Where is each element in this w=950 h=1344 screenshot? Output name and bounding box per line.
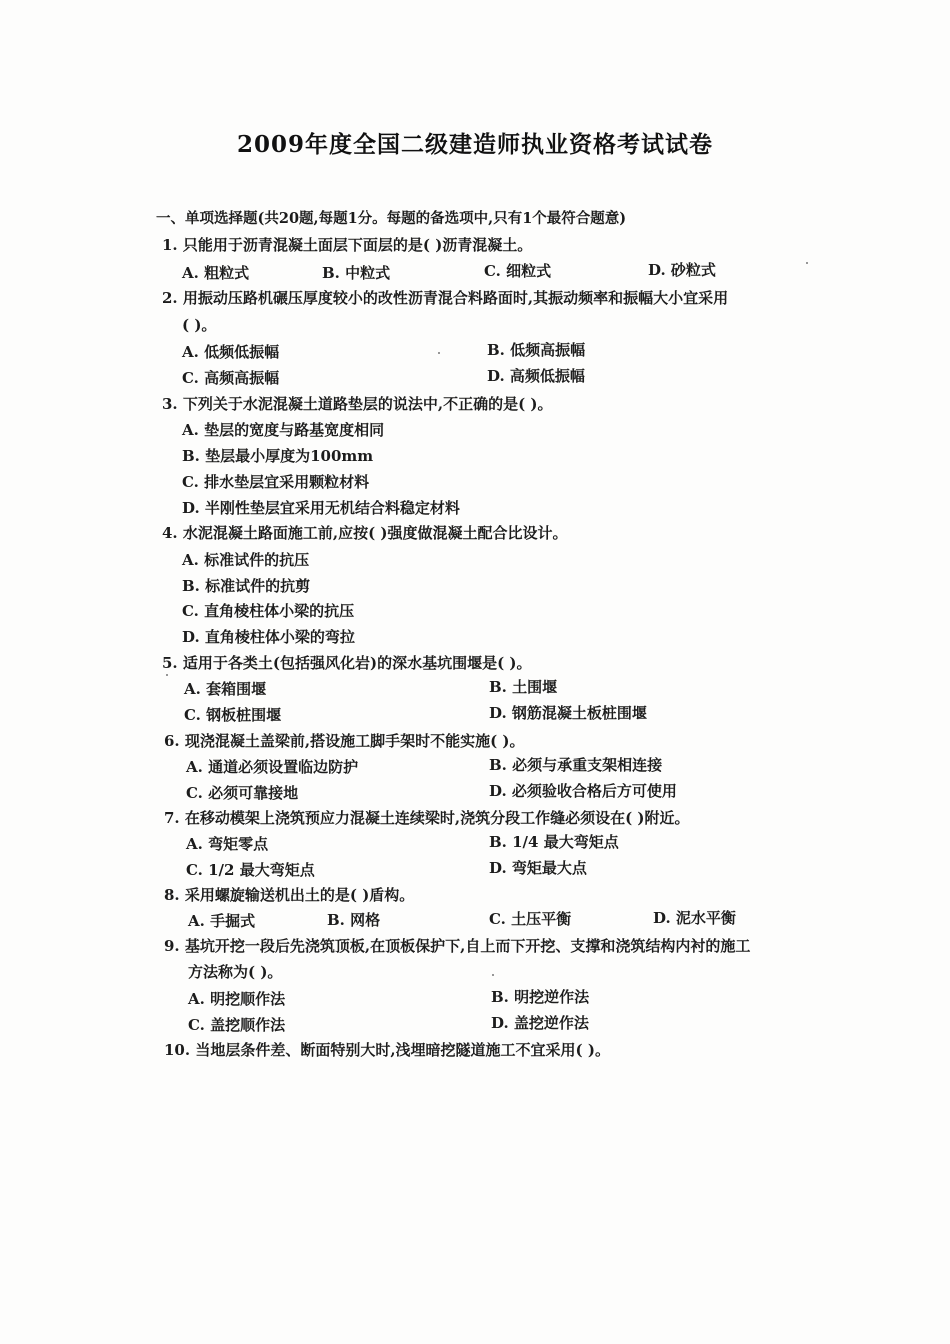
question-9-option-c: C. 盖挖顺作法 [188,1016,286,1034]
question-8-option-a: A. 手掘式 [188,912,256,930]
question-2-option-c: C. 高频高振幅 [182,369,280,387]
question-7-option-a: A. 弯矩零点 [186,835,269,853]
question-2-option-a: A. 低频低振幅 [182,343,280,361]
question-9-option-d: D. 盖挖逆作法 [491,1014,589,1032]
section-header: 一、单项选择题(共20题,每题1分。每题的备选项中,只有1个最符合题意) [156,210,627,227]
question-8-option-c: C. 土压平衡 [489,910,572,928]
question-2-stem-line-1: 2. 用振动压路机碾压厚度较小的改性沥青混合料路面时,其振动频率和振幅大小宜采用 [162,289,729,307]
question-2-option-d: D. 高频低振幅 [487,367,585,385]
scan-speck [438,352,440,354]
question-9-option-a: A. 明挖顺作法 [188,990,286,1008]
question-6-option-b: B. 必须与承重支架相连接 [489,756,663,774]
question-8-option-b: B. 网格 [327,911,381,929]
question-6-option-c: C. 必须可靠接地 [186,784,299,802]
question-9-option-b: B. 明挖逆作法 [491,988,590,1006]
scan-speck [492,974,494,976]
question-10-stem: 10. 当地层条件差、断面特别大时,浅埋暗挖隧道施工不宜采用( )。 [164,1041,610,1059]
exam-title: 2009年度全国二级建造师执业资格考试试卷 [236,131,713,158]
question-8-option-d: D. 泥水平衡 [653,909,736,927]
question-2-stem-line-2: ( )。 [182,316,217,334]
question-3-option-c: C. 排水垫层宜采用颗粒材料 [182,473,370,491]
question-1-stem: 1. 只能用于沥青混凝土面层下面层的是( )沥青混凝土。 [162,236,533,254]
scan-speck [806,262,808,264]
question-1-option-a: A. 粗粒式 [182,264,250,282]
question-3-option-d: D. 半刚性垫层宜采用无机结合料稳定材料 [182,499,460,517]
question-6-stem: 6. 现浇混凝土盖梁前,搭设施工脚手架时不能实施( )。 [164,732,525,750]
question-7-stem: 7. 在移动模架上浇筑预应力混凝土连续梁时,浇筑分段工作缝必须设在( )附近。 [164,809,690,827]
question-7-option-d: D. 弯矩最大点 [489,859,587,877]
scan-speck [166,674,168,676]
question-5-option-c: C. 钢板桩围堰 [184,706,282,724]
question-5-stem: 5. 适用于各类土(包括强风化岩)的深水基坑围堰是( )。 [162,654,532,672]
question-4-option-a: A. 标准试件的抗压 [182,551,310,569]
question-4-option-b: B. 标准试件的抗剪 [182,577,311,595]
question-1-option-d: D. 砂粒式 [648,261,716,279]
question-6-option-d: D. 必须验收合格后方可使用 [489,782,677,800]
question-1-option-c: C. 细粒式 [484,262,552,280]
question-2-option-b: B. 低频高振幅 [487,341,586,359]
question-3-option-a: A. 垫层的宽度与路基宽度相同 [182,421,385,439]
question-3-stem: 3. 下列关于水泥混凝土道路垫层的说法中,不正确的是( )。 [162,395,553,413]
question-3-option-b: B. 垫层最小厚度为100mm [182,447,374,465]
question-1-option-b: B. 中粒式 [322,264,391,282]
question-6-option-a: A. 通道必须设置临边防护 [186,758,359,776]
question-8-stem: 8. 采用螺旋输送机出土的是( )盾构。 [164,886,415,904]
question-5-option-b: B. 土围堰 [489,678,558,696]
question-4-stem: 4. 水泥混凝土路面施工前,应按( )强度做混凝土配合比设计。 [162,524,568,542]
question-7-option-b: B. 1/4 最大弯矩点 [489,833,619,851]
question-4-option-d: D. 直角棱柱体小梁的弯拉 [182,628,355,646]
question-7-option-c: C. 1/2 最大弯矩点 [186,861,315,879]
question-9-stem-line-2: 方法称为( )。 [188,963,283,981]
question-4-option-c: C. 直角棱柱体小梁的抗压 [182,602,355,620]
question-9-stem-line-1: 9. 基坑开挖一段后先浇筑顶板,在顶板保护下,自上而下开挖、支撑和浇筑结构内衬的施工 [164,937,751,955]
question-5-option-a: A. 套箱围堰 [184,680,267,698]
question-5-option-d: D. 钢筋混凝土板桩围堰 [489,704,647,722]
